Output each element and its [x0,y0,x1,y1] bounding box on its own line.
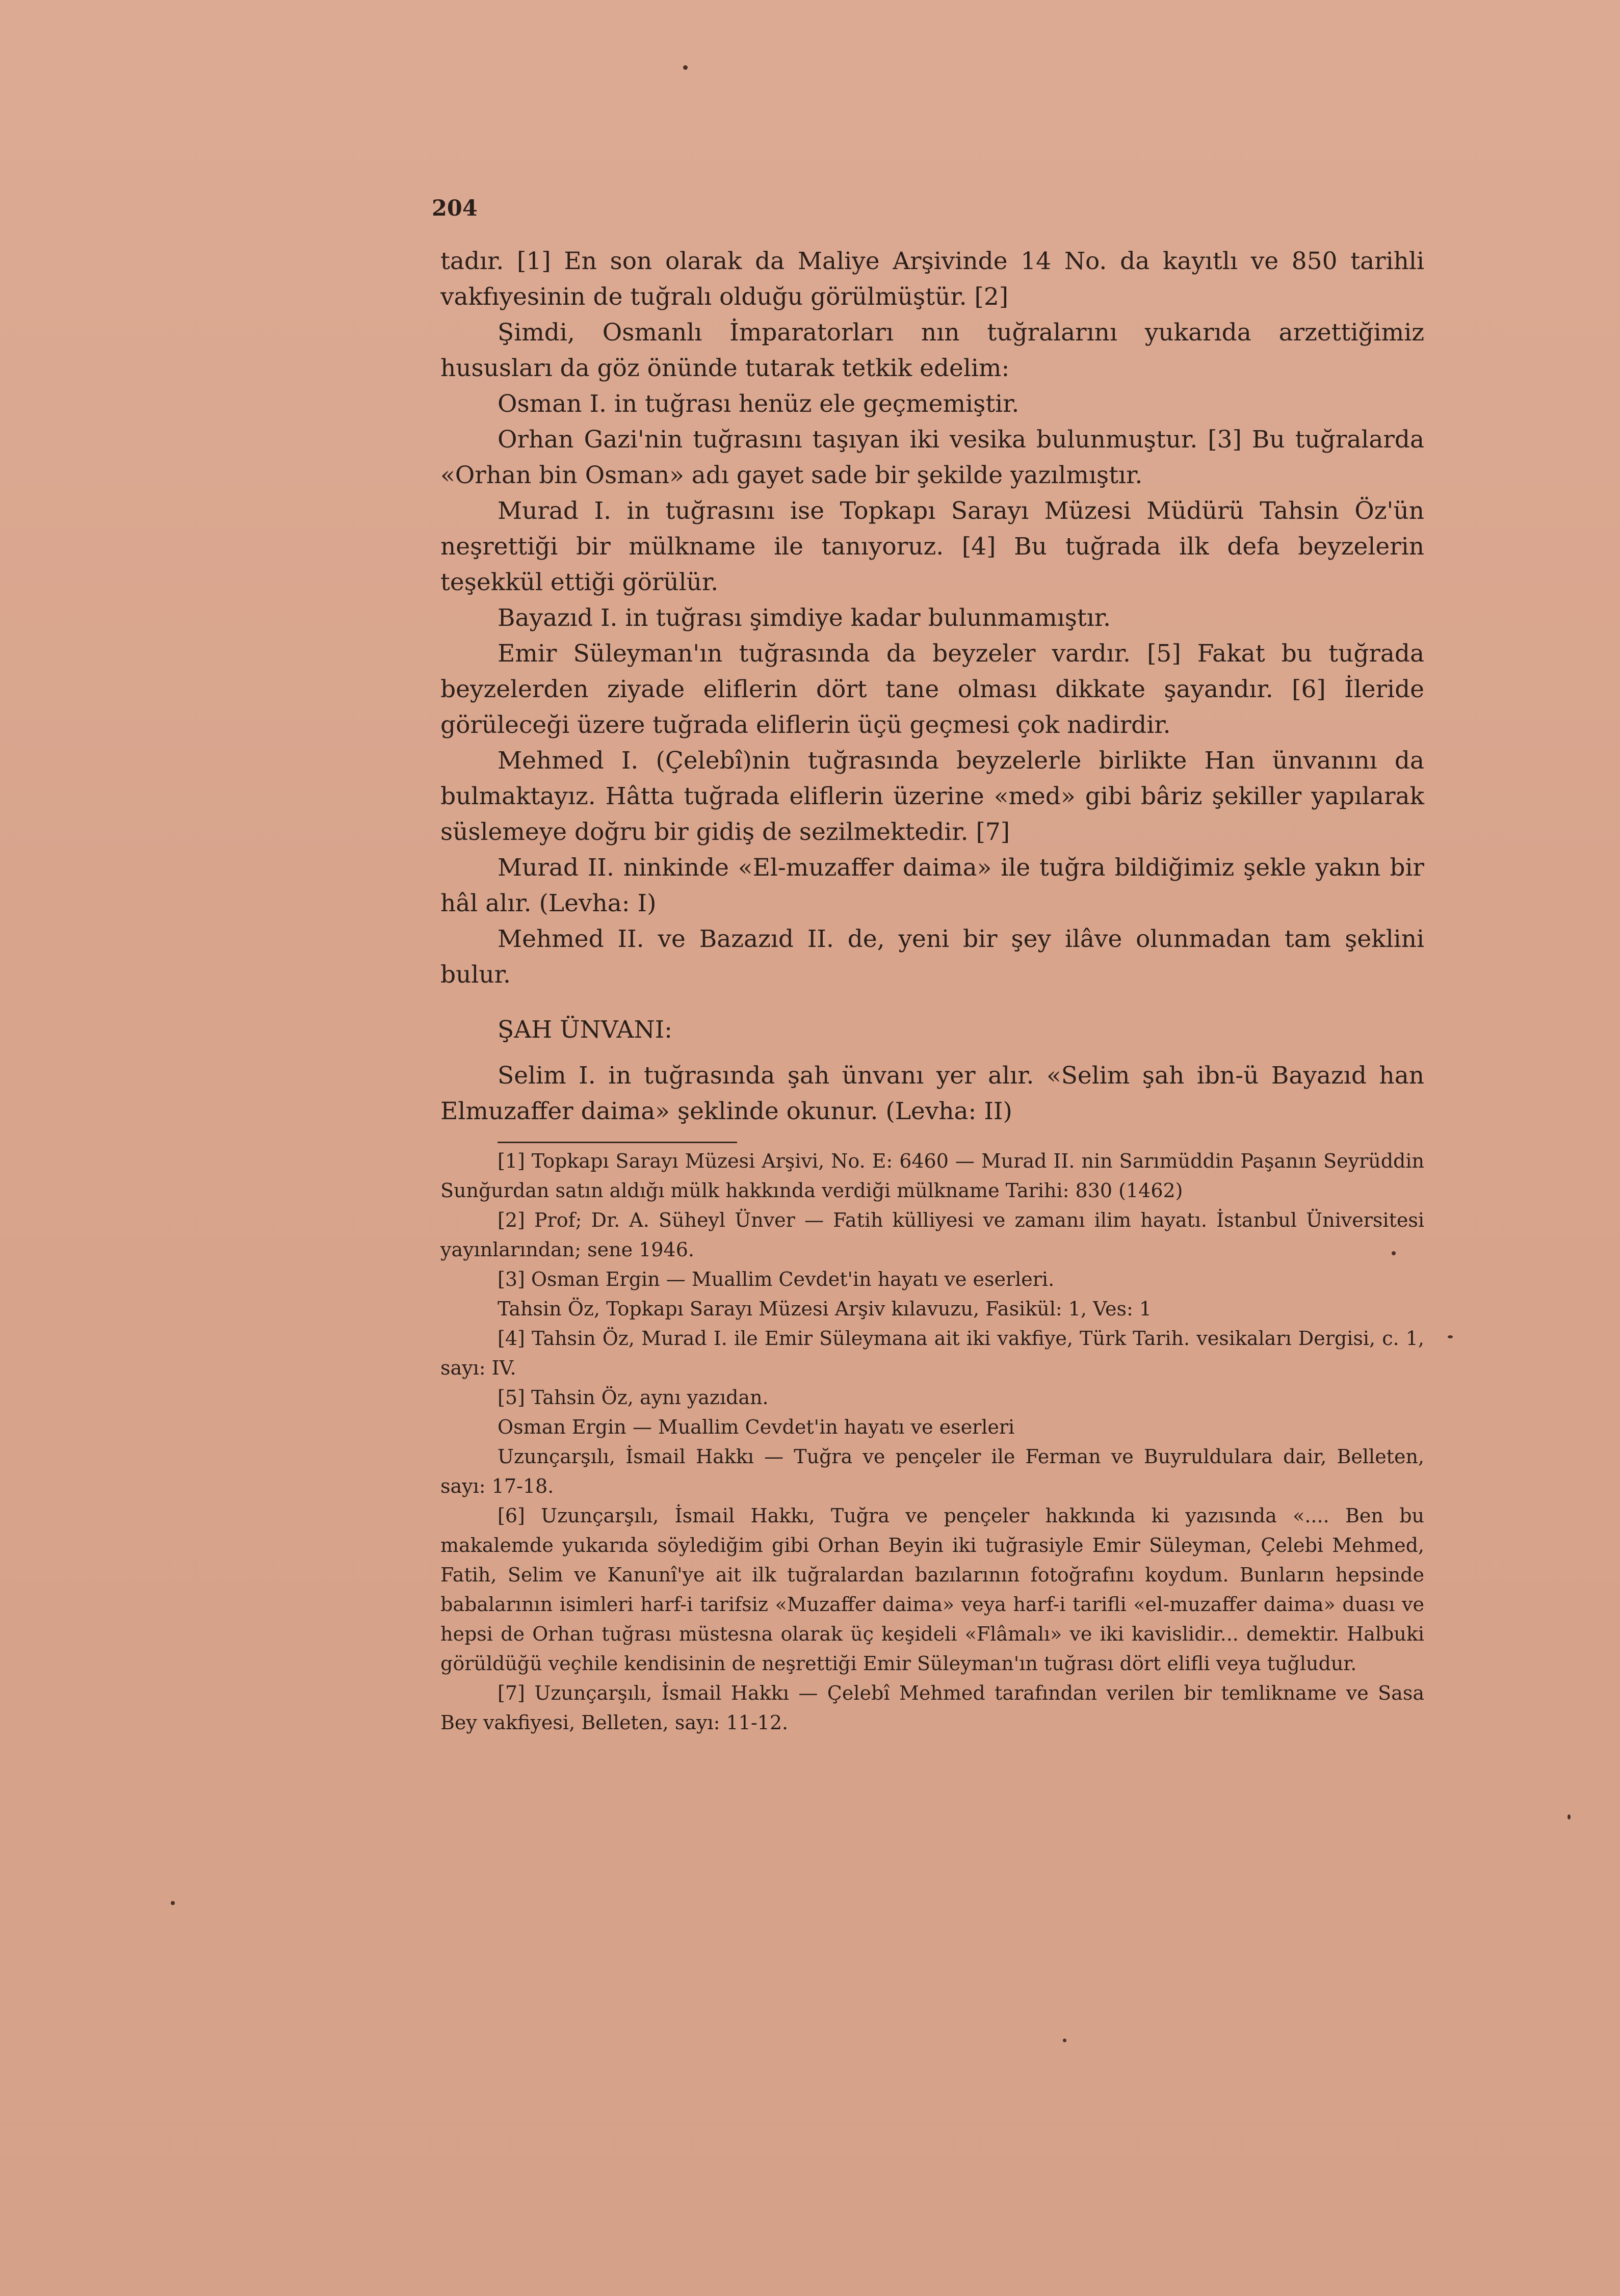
footnote: [3] Osman Ergin — Muallim Cevdet'in hayatı ve eserleri. [498,1268,1055,1290]
footnote: Osman Ergin — Muallim Cevdet'in hayatı ve eserleri [498,1416,1015,1438]
footnote: Uzunçarşılı, İsmail Hakkı — Tuğra ve pençeler ile Ferman ve Buyruldulara dair, Belleten, sayı: 17-18. [440,1445,1424,1497]
footnote: [4] Tahsin Öz, Murad I. ile Emir Süleymana ait iki vakfiye, Türk Tarih. vesikaları Dergisi, c. 1, sayı: IV. [440,1327,1424,1379]
paper-speck [1392,1251,1396,1255]
paragraph: tadır. [1] En son olarak da Maliye Arşivinde 14 No. da kayıtlı ve 850 tarihli vakfıyesinin de tuğralı olduğu görülmüştür. [2] [440,247,1424,311]
paper-speck [1063,2039,1066,2042]
paper-speck [683,65,688,70]
paragraph: Murad II. ninkinde «El-muzaffer daima» ile tuğra bildiğimiz şekle yakın bir hâl alır. (Levha: I) [440,854,1424,917]
footnote: [7] Uzunçarşılı, İsmail Hakkı — Çelebî Mehmed tarafından verilen bir temlikname ve Sasa Bey vakfiyesi, Belleten, sayı: 11-12. [440,1682,1424,1734]
section-heading: ŞAH ÜNVANI: [498,1016,673,1044]
paragraph: Murad I. in tuğrasını ise Topkapı Sarayı Müzesi Müdürü Tahsin Öz'ün neşrettiği bir mülkname ile tanıyoruz. [4] Bu tuğrada ilk defa beyzelerin teşekkül ettiği görülür. [440,497,1424,596]
paragraph: Osman I. in tuğrası henüz ele geçmemiştir. [498,390,1020,418]
footnote: Tahsin Öz, Topkapı Sarayı Müzesi Arşiv kılavuzu, Fasikül: 1, Ves: 1 [498,1298,1152,1320]
paper-speck [1567,1814,1571,1819]
paragraph: Bayazıd I. in tuğrası şimdiye kadar bulunmamıştır. [498,604,1111,632]
footnote: [6] Uzunçarşılı, İsmail Hakkı, Tuğra ve pençeler hakkında ki yazısında «.... Ben bu makalemde yukarıda söylediğim gibi Orhan Beyin iki tuğrasiyle Emir Süleyman, Çelebi Mehmed, Fatih, Selim ve Kanunî'ye ait ilk tuğralardan bazılarının fotoğrafını koydum. Bunların hepsinde babalarının isimleri harf-i tarifsiz «Muzaffer daima» veya harf-i tarifli «el-muzaffer daima» duası ve hepsi de Orhan tuğrası müstesna olarak üç keşideli «Flâmalı» ve iki kavislidir... demektir. Halbuki görüldüğü veçhile kendisinin de neşrettiği Emir Süleyman'ın tuğrası dört elifli veya tuğludur. [440,1505,1424,1675]
paragraph: Emir Süleyman'ın tuğrasında da beyzeler vardır. [5] Fakat bu tuğrada beyzelerden ziyade eliflerin dört tane olması dikkate şayandır. [6] İleride görüleceği üzere tuğrada eliflerin üçü geçmesi çok nadirdir. [440,640,1424,739]
footnote: [1] Topkapı Sarayı Müzesi Arşivi, No. E: 6460 — Murad II. nin Sarımüddin Paşanın Seyrüddin Sunğurdan satın aldığı mülk hakkında verdiği mülkname Tarihi: 830 (1462) [440,1150,1424,1202]
footnotes [440,1146,1424,1737]
paragraph: Orhan Gazi'nin tuğrasını taşıyan iki vesika bulunmuştur. [3] Bu tuğralarda «Orhan bin Osman» adı gayet sade bir şekilde yazılmıştır. [440,426,1424,489]
footnote: [5] Tahsin Öz, aynı yazıdan. [498,1386,769,1409]
footnote: [2] Prof; Dr. A. Süheyl Ünver — Fatih külliyesi ve zamanı ilim hayatı. İstanbul Üniversitesi yayınlarından; sene 1946. [440,1209,1424,1261]
paragraph: Selim I. in tuğrasında şah ünvanı yer alır. «Selim şah ibn-ü Bayazıd han Elmuzaffer daima» şeklinde okunur. (Levha: II) [440,1062,1424,1125]
footnote-divider [498,1142,737,1143]
page-number: 204 [432,196,478,221]
paragraph: Mehmed II. ve Bazazıd II. de, yeni bir şey ilâve olunmadan tam şeklini bulur. [440,925,1424,989]
paragraph: Şimdi, Osmanlı İmparatorları nın tuğralarını yukarıda arzettiğimiz hususları da göz önünde tutarak tetkik edelim: [440,319,1424,382]
paper-speck [1448,1335,1453,1338]
paragraph: Mehmed I. (Çelebî)nin tuğrasında beyzelerle birlikte Han ünvanını da bulmaktayız. Hâtta tuğrada eliflerin üzerine «med» gibi bâriz şekiller yapılarak süslemeye doğru bir gidiş de sezilmektedir. [7] [440,747,1424,846]
paper-speck [171,1901,175,1905]
body-text [440,244,1424,1737]
